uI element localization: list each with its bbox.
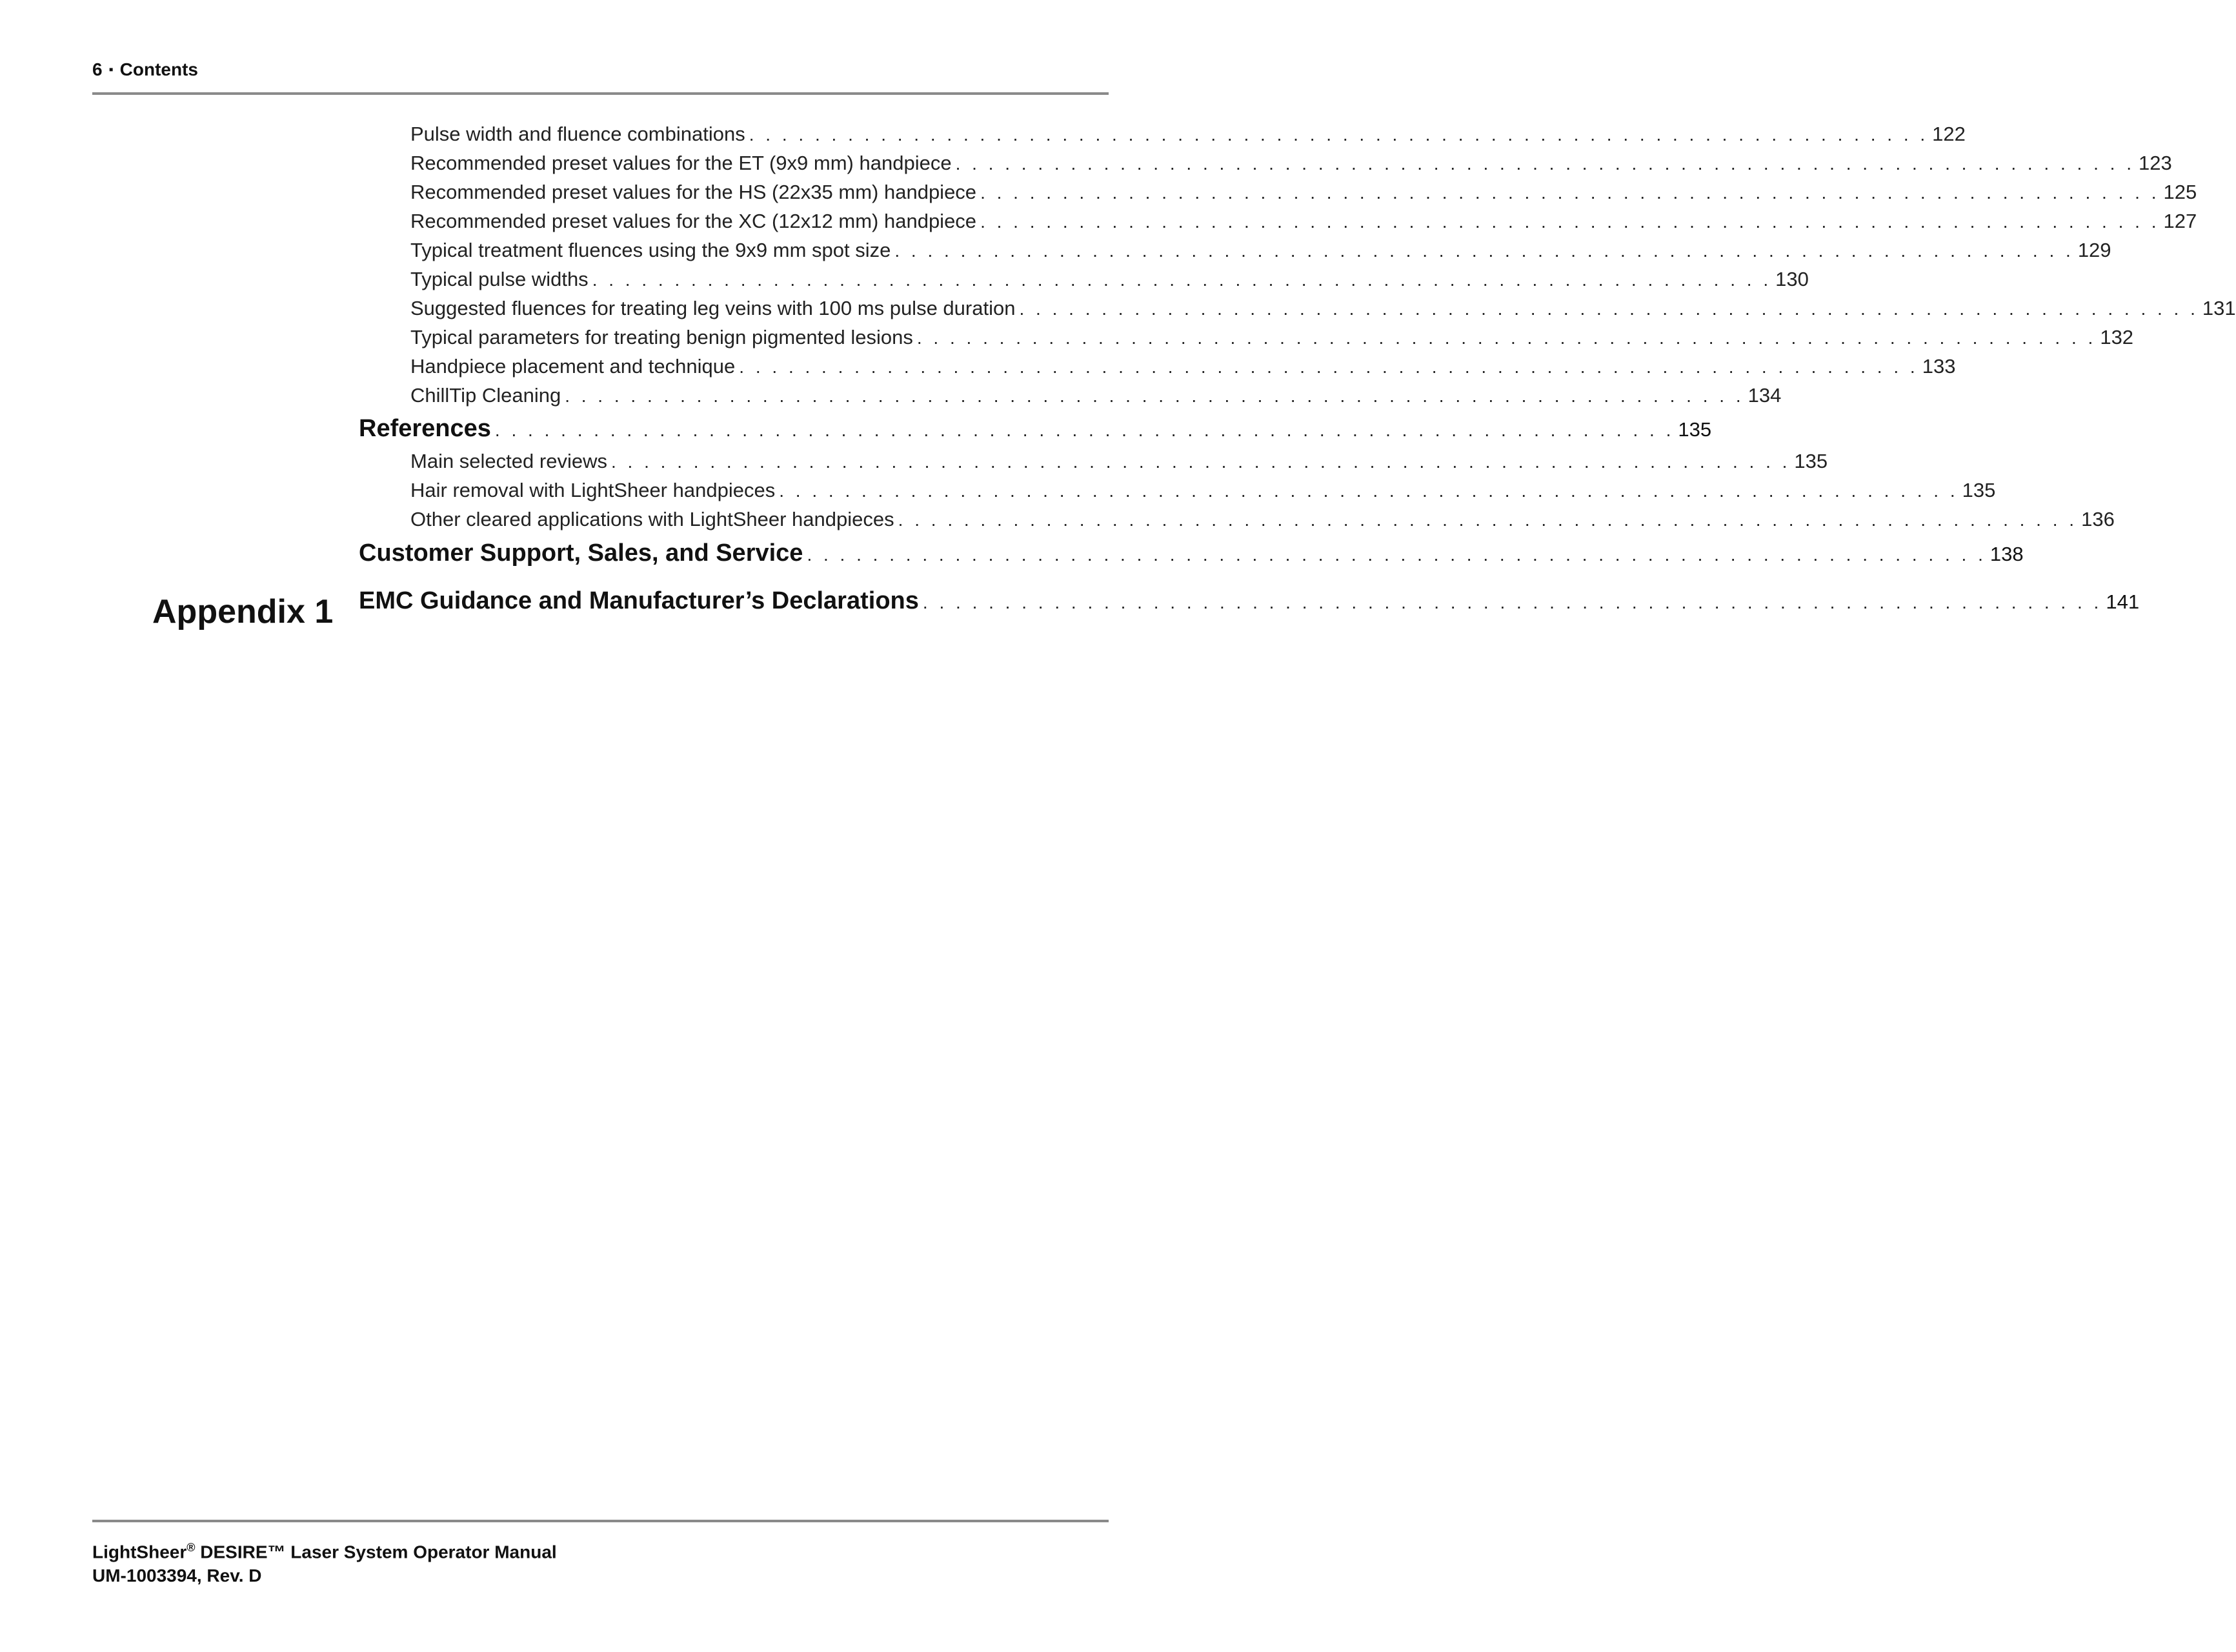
toc-entry[interactable] (410, 239, 2111, 262)
toc-entry-title: Main selected reviews (410, 450, 607, 472)
dot-leader: . . . . . . . . . . . . . . . . . . . . . . . . . . . . . . . . . . . . . . . . . . . . . . . . . . . . . . . . . . . . . . . . . . . . . . . . (980, 183, 2160, 203)
toc-section-title: References (359, 415, 491, 442)
toc-section-title: EMC Guidance and Manufacturer’s Declarations (359, 587, 919, 614)
toc-entry-page: 134 (1748, 384, 1782, 407)
dot-leader: . . . . . . . . . . . . . . . . . . . . . . . . . . . . . . . . . . . . . . . . . . . . . . . . . . . . . . . . . . . . . . . . . . . . . . . . (807, 545, 1986, 565)
toc-entry-page: 135 (1962, 479, 1996, 501)
dot-leader: . . . . . . . . . . . . . . . . . . . . . . . . . . . . . . . . . . . . . . . . . . . . . . . . . . . . . . . . . . . . . . . . . . . . . . . . (565, 386, 1744, 406)
running-footer (92, 1536, 557, 1587)
footer-rule (92, 1520, 1109, 1522)
appendix-label: Appendix 1 (152, 593, 334, 630)
dot-leader: . . . . . . . . . . . . . . . . . . . . . . . . . . . . . . . . . . . . . . . . . . . . . . . . . . . . . . . . . . . . . . . . . . . . . . . . (739, 357, 1919, 377)
footer-product: LightSheer (92, 1542, 187, 1562)
toc-entry[interactable] (410, 268, 1809, 291)
header-rule (92, 92, 1109, 95)
dot-leader: . . . . . . . . . . . . . . . . . . . . . . . . . . . . . . . . . . . . . . . . . . . . . . . . . . . . . . . . . . . . . . . . . . . . . . . . (898, 510, 2078, 530)
toc-section-entry[interactable] (359, 587, 2140, 615)
toc-entry-page: 122 (1932, 123, 1966, 145)
toc-entry-title: Hair removal with LightSheer handpieces (410, 479, 776, 501)
dot-leader: . . . . . . . . . . . . . . . . . . . . . . . . . . . . . . . . . . . . . . . . . . . . . . . . . . . . . . . . . . . . . . . . . . . . . . . . (749, 125, 1929, 145)
toc-entry[interactable] (410, 450, 1828, 473)
toc-entry-title: ChillTip Cleaning (410, 384, 561, 407)
toc-entry-page: 133 (1922, 355, 1956, 378)
toc-entry[interactable] (410, 152, 2172, 175)
toc-entry-page: 127 (2163, 210, 2197, 232)
dot-leader: . . . . . . . . . . . . . . . . . . . . . . . . . . . . . . . . . . . . . . . . . . . . . . . . . . . . . . . . . . . . . . . . . . . . . . . . (894, 241, 2074, 261)
footer-manual-title (92, 1536, 557, 1564)
toc-entry-page: 130 (1775, 268, 1809, 290)
toc-entry-title: Recommended preset values for the HS (22x35 mm) handpiece (410, 181, 977, 203)
toc-entry-title: Other cleared applications with LightSheer handpieces (410, 508, 894, 530)
header-separator: ▪ (108, 63, 114, 77)
dot-leader: . . . . . . . . . . . . . . . . . . . . . . . . . . . . . . . . . . . . . . . . . . . . . . . . . . . . . . . . . . . . . . . . . . . . . . . . (955, 154, 2135, 174)
toc-entry[interactable] (410, 297, 2236, 320)
dot-leader: . . . . . . . . . . . . . . . . . . . . . . . . . . . . . . . . . . . . . . . . . . . . . . . . . . . . . . . . . . . . . . . . . . . . . . . . (610, 452, 1791, 472)
footer-doc-number: UM-1003394, Rev. D (92, 1566, 262, 1586)
toc-entry-title: Typical treatment fluences using the 9x9 mm spot size (410, 239, 891, 261)
toc-entry-page: 132 (2100, 326, 2134, 348)
toc-entry-page: 135 (1678, 418, 1712, 441)
toc-entry-title: Typical pulse widths (410, 268, 589, 290)
toc-section-entry[interactable] (359, 415, 1712, 443)
toc-entry-page: 135 (1794, 450, 1828, 472)
toc-entry-title: Typical parameters for treating benign pigmented lesions (410, 326, 913, 348)
toc-entry-page: 131 (2202, 297, 2236, 319)
toc-entry-title: Suggested fluences for treating leg veins with 100 ms pulse duration (410, 297, 1016, 319)
toc-entry-title: Pulse width and fluence combinations (410, 123, 745, 145)
dot-leader: . . . . . . . . . . . . . . . . . . . . . . . . . . . . . . . . . . . . . . . . . . . . . . . . . . . . . . . . . . . . . . . . . . . . . . . . (980, 212, 2160, 232)
toc-entry-page: 141 (2106, 590, 2140, 613)
toc-entry-page: 125 (2163, 181, 2197, 203)
header-page-number: 6 (92, 59, 103, 79)
dot-leader: . . . . . . . . . . . . . . . . . . . . . . . . . . . . . . . . . . . . . . . . . . . . . . . . . . . . . . . . . . . . . . . . . . . . . . . . (1019, 299, 2199, 319)
toc-entry[interactable] (410, 355, 1956, 378)
running-header (92, 59, 198, 80)
header-section: Contents (119, 59, 198, 79)
toc-entry[interactable] (410, 210, 2197, 233)
dot-leader: . . . . . . . . . . . . . . . . . . . . . . . . . . . . . . . . . . . . . . . . . . . . . . . . . . . . . . . . . . . . . . . . . . . . . . . . (779, 481, 1959, 501)
footer-title-rest: DESIRE™ Laser System Operator Manual (195, 1542, 557, 1562)
dot-leader: . . . . . . . . . . . . . . . . . . . . . . . . . . . . . . . . . . . . . . . . . . . . . . . . . . . . . . . . . . . . . . . . . . . . . . . . (494, 420, 1675, 440)
toc-entry-page: 136 (2081, 508, 2115, 530)
toc-section-entry[interactable] (359, 539, 2024, 567)
toc-entry-page: 138 (1989, 543, 2024, 565)
toc-entry-title: Recommended preset values for the XC (12x12 mm) handpiece (410, 210, 977, 232)
dot-leader: . . . . . . . . . . . . . . . . . . . . . . . . . . . . . . . . . . . . . . . . . . . . . . . . . . . . . . . . . . . . . . . . . . . . . . . . (916, 328, 2097, 348)
toc-entry[interactable] (410, 123, 1966, 146)
dot-leader: . . . . . . . . . . . . . . . . . . . . . . . . . . . . . . . . . . . . . . . . . . . . . . . . . . . . . . . . . . . . . . . . . . . . . . . . (592, 270, 1772, 290)
toc-entry[interactable] (410, 479, 1996, 502)
toc-entry-title: Handpiece placement and technique (410, 355, 736, 378)
toc-entry[interactable] (410, 384, 1782, 407)
toc-entry[interactable] (410, 508, 2115, 531)
toc-entry-page: 123 (2139, 152, 2172, 174)
dot-leader: . . . . . . . . . . . . . . . . . . . . . . . . . . . . . . . . . . . . . . . . . . . . . . . . . . . . . . . . . . . . . . . . . . . . . . . . (922, 592, 2102, 612)
toc-entry-page: 129 (2077, 239, 2111, 261)
toc-entry[interactable] (410, 181, 2197, 204)
toc-entry-title: Recommended preset values for the ET (9x9 mm) handpiece (410, 152, 952, 174)
toc-section-title: Customer Support, Sales, and Service (359, 539, 803, 567)
toc-entry[interactable] (410, 326, 2134, 349)
registered-mark: ® (186, 1541, 196, 1554)
